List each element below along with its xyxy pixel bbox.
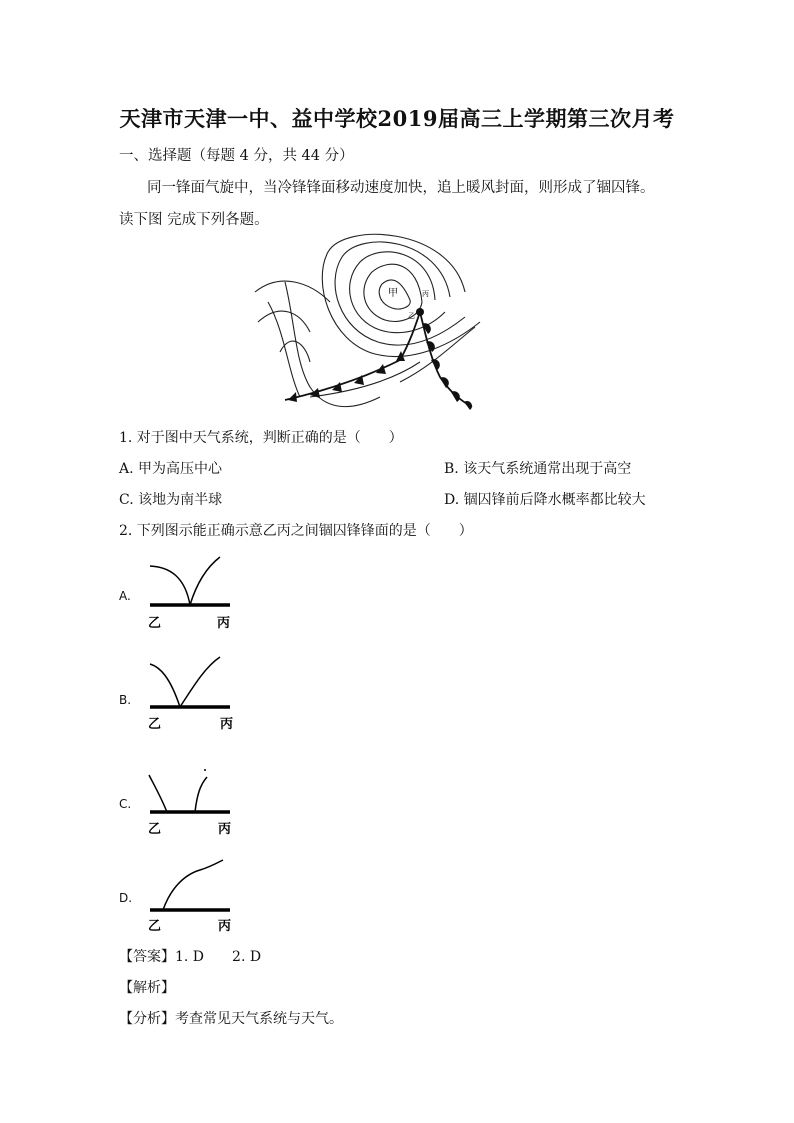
q2-choice-a-letter[interactable]: A. [119,589,131,603]
q2-choice-b-left-label: 乙 [148,717,162,732]
analysis-tag: 【解析】 [119,980,175,996]
q2-choice-b-letter[interactable]: B. [119,693,132,707]
q2-choice-c-left-label: 乙 [148,822,162,837]
map-label-bing: 丙 [422,290,429,298]
q2-choice-a-left-label: 乙 [148,616,162,631]
q1-option-d[interactable]: D. 锢囚锋前后降水概率都比较大 [444,492,646,508]
q1-option-c[interactable]: C. 该地为南半球 [119,492,223,508]
q1-option-b[interactable]: B. 该天气系统通常出现于高空 [444,461,632,477]
map-label-yi: 乙 [408,312,415,320]
q2-choice-b-right-label: 丙 [220,717,234,732]
q2-choice-c-diagram[interactable] [145,765,240,840]
intro-paragraph: 同一锋面气旋中，当冷锋锋面移动速度加快，追上暖风封面，则形成了锢囚锋。 [147,180,655,196]
q2-choice-d-diagram[interactable] [145,855,240,935]
page-title: 天津市天津一中、益中学校2019届高三上学期第三次月考 [119,106,675,131]
q2-choice-a-right-label: 丙 [217,616,231,631]
section-heading: 一、选择题（每题 4 分，共 44 分） [119,148,354,164]
fenxi-line [119,1008,343,1028]
map-label-jia: 甲 [388,288,398,299]
q1-option-a[interactable]: A. 甲为高压中心 [119,461,223,477]
q2-choice-a-diagram[interactable] [145,552,240,632]
q2-choice-c-right-label: 丙 [218,822,232,837]
instruction-text: 读下图 完成下列各题。 [119,212,269,228]
question-2-stem: 2. 下列图示能正确示意乙丙之间锢囚锋锋面的是（ ） [119,523,473,539]
answer-text: 1. D 2. D [175,949,262,965]
q2-choice-d-right-label: 丙 [218,919,232,934]
q2-choice-d-left-label: 乙 [148,919,162,934]
question-1-stem: 1. 对于图中天气系统，判断正确的是（ ） [119,430,403,446]
weather-map-figure [250,232,490,418]
answer-line [119,946,261,966]
q2-choice-b-diagram[interactable] [145,652,240,732]
answer-tag: 【答案】 [119,949,175,965]
q2-choice-d-letter[interactable]: D. [119,891,133,905]
fenxi-text: 考查常见天气系统与天气。 [175,1011,343,1027]
q2-choice-c-letter[interactable]: C. [119,797,132,811]
fenxi-tag: 【分析】 [119,1011,175,1027]
